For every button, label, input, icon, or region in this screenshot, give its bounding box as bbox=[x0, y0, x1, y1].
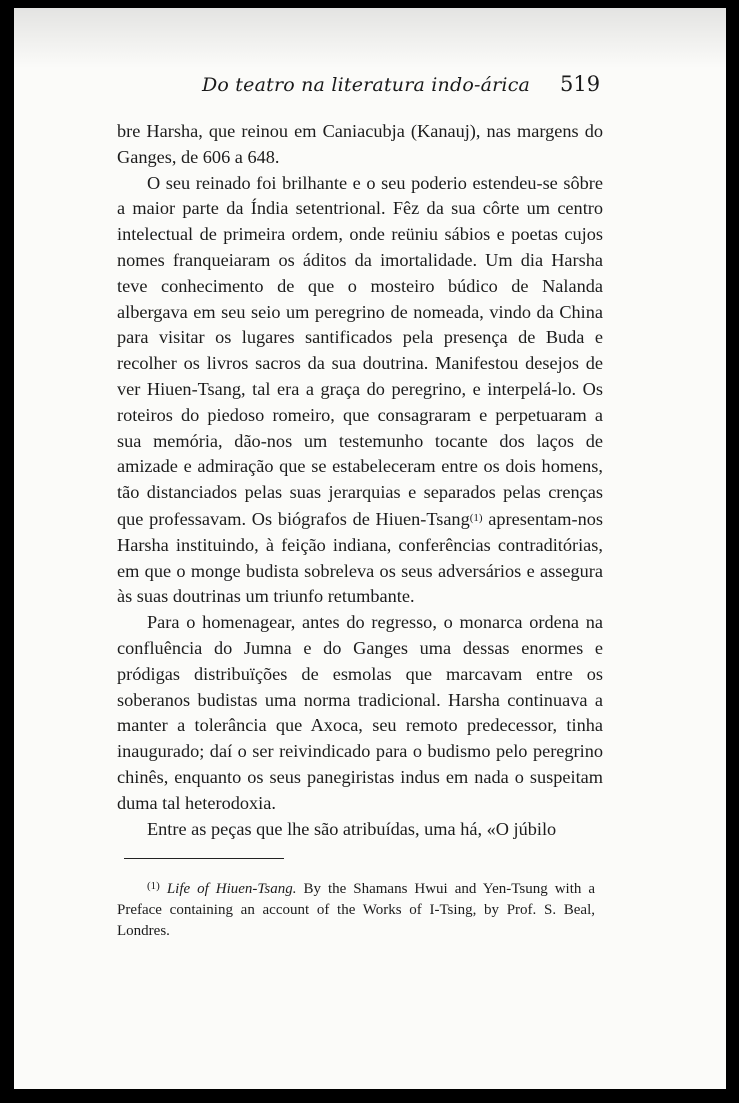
body-text bbox=[117, 119, 603, 842]
page-header bbox=[14, 70, 726, 100]
book-page bbox=[14, 8, 726, 1089]
footnote-text: By the Shamans Hwui and Yen-Tsung with a Preface containing an account of the Works of I-Tsing, by Prof. S. Beal, Londres. bbox=[117, 881, 595, 939]
running-title: Do teatro na literatura indo-árica bbox=[202, 74, 531, 96]
paragraph-text: apresentam-nos Harsha instituindo, à feição indiana, conferências contraditórias, em que o monge budista sobreleva os seus adversários e assegura às suas doutrinas um triunfo retumbante. bbox=[117, 508, 603, 607]
paragraph: Entre as peças que lhe são atribuídas, uma há, «O júbilo bbox=[147, 818, 557, 839]
footnote bbox=[117, 876, 595, 942]
paragraph bbox=[117, 171, 603, 611]
paragraph: bre Harsha, que reinou em Caniacubja (Kanauj), nas margens do Ganges, de 606 a 648. bbox=[117, 121, 603, 167]
footnote-reference: (1) bbox=[469, 511, 483, 524]
footnote-title: Life of Hiuen-Tsang. bbox=[166, 881, 297, 897]
footnote-mark: (1) bbox=[147, 880, 160, 892]
paragraph: Para o homenagear, antes do regresso, o monarca ordena na confluência do Jumna e do Ganges uma dessas enormes e pródigas distribuïções de esmolas que marcavam entre os soberanos budistas uma norma tradicional. Harsha continuava a manter a tolerância que Axoca, seu remoto predecessor, tinha inaugurado; daí o ser reivindicado para o budismo pelo peregrino chinês, enquanto os seus panegiristas indus em nada o suspeitam duma tal heterodoxia. bbox=[117, 612, 603, 813]
footnote-divider bbox=[124, 858, 284, 859]
paragraph-text: O seu reinado foi brilhante e o seu poderio estendeu-se sôbre a maior parte da Índia setentrional. Fêz da sua côrte um centro intelectual de primeira ordem, onde reüniu sábios e poetas cujos nomes franqueiaram os áditos da imortalidade. Um dia Harsha teve conhecimento de que o mosteiro búdico de Nalanda albergava em seu seio um peregrino de nomeada, vindo da China para visitar os lugares santificados pela presença de Buda e recolher os livros sacros da sua doutrina. Manifestou desejos de ver Hiuen-Tsang, tal era a graça do peregrino, e interpelá-lo. Os roteiros do piedoso romeiro, que consagraram e perpetuaram a sua memória, dão-nos um testemunho tocante dos laços de amizade e admiração que se estabeleceram entre os dois homens, tão distanciados pelas suas jerarquias e separados pelas crenças que professavam. Os biógrafos de Hiuen-Tsang bbox=[117, 172, 603, 529]
page-number: 519 bbox=[560, 72, 601, 96]
